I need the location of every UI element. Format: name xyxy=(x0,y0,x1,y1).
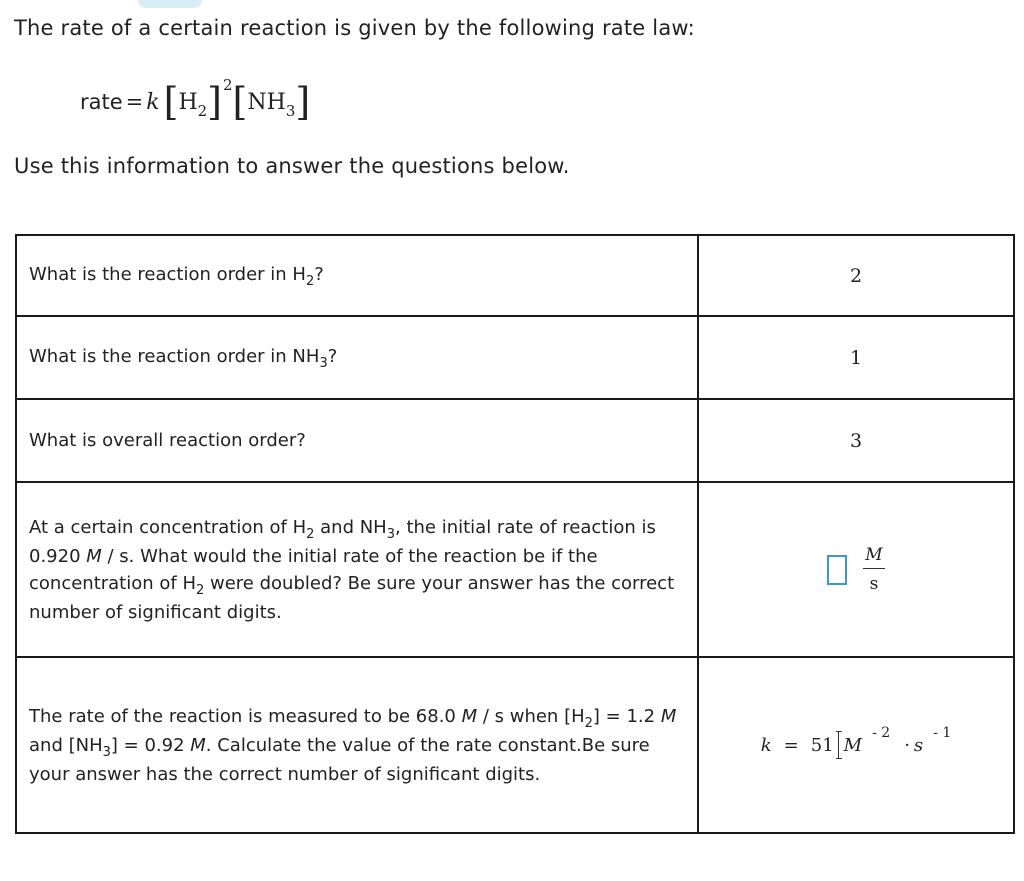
k-label: k xyxy=(760,734,772,756)
top-tab-hint xyxy=(138,0,202,8)
answer-value[interactable]: 1 xyxy=(849,346,863,369)
question-text: / s. What would the initial rate of the reaction be if the concentration of H xyxy=(29,545,598,594)
intro-text: The rate of a certain reaction is given by the following rate law: xyxy=(14,16,695,40)
question-text: What is the reaction order in H xyxy=(29,264,306,285)
question-text: . Calculate the value of the rate constant.Be sure your answer has the correct number of significant digits. xyxy=(29,734,650,785)
rate-unit-fraction xyxy=(863,545,885,594)
open-bracket: [ xyxy=(163,80,179,124)
unit-denominator: s xyxy=(869,574,879,594)
subscript: 2 xyxy=(305,274,315,289)
answer-value[interactable]: 3 xyxy=(849,429,863,452)
k-unit-seconds-exponent: - 1 xyxy=(933,725,952,741)
table-row xyxy=(16,482,1014,657)
question-cell xyxy=(16,482,698,657)
answer-cell xyxy=(698,482,1014,657)
unit-molar: M xyxy=(190,734,206,756)
table-row xyxy=(16,235,1014,316)
question-text: and [NH xyxy=(29,734,103,756)
nh3-subscript: 3 xyxy=(285,102,296,120)
table-row xyxy=(16,399,1014,482)
rate-word: rate xyxy=(80,90,123,114)
k-equals: = xyxy=(783,734,799,756)
question-text: The rate of the reaction is measured to be 68.0 xyxy=(29,705,462,727)
k-unit-molar-exponent: - 2 xyxy=(872,725,891,741)
subscript: 2 xyxy=(306,526,315,542)
table-row xyxy=(16,657,1014,833)
multiply-dot: · xyxy=(904,734,910,756)
rate-constant-k: k xyxy=(146,89,160,115)
question-text: ] = 1.2 xyxy=(592,705,661,727)
questions-table xyxy=(15,234,1015,834)
close-bracket-2: ] xyxy=(295,80,311,124)
question-text: and NH xyxy=(314,516,387,538)
question-text: / s when [H xyxy=(477,705,585,727)
rate-equals: = xyxy=(125,90,144,114)
rate-answer-input[interactable] xyxy=(827,555,847,585)
table-row xyxy=(16,316,1014,399)
answer-cell[interactable] xyxy=(698,399,1014,482)
h2-symbol: H xyxy=(178,89,198,115)
subscript: 2 xyxy=(584,715,593,731)
answer-value[interactable]: 2 xyxy=(849,264,863,287)
question-text-end: ? xyxy=(327,346,338,367)
question-text: What is overall reaction order? xyxy=(29,430,306,451)
question-text: were doubled? Be sure your answer has the correct number of significant digits. xyxy=(29,572,675,623)
subscript: 2 xyxy=(196,582,205,598)
nh3-symbol: NH xyxy=(247,89,286,115)
question-text: ] = 0.92 xyxy=(110,734,191,756)
question-cell xyxy=(16,657,698,833)
question-text: , the initial rate of reaction is 0.920 xyxy=(29,516,656,567)
rate-constant-expression xyxy=(760,725,952,759)
subscript: 3 xyxy=(319,356,328,371)
question-cell xyxy=(16,316,698,399)
h2-subscript: 2 xyxy=(197,102,208,120)
question-text-end: ? xyxy=(314,264,324,285)
text-cursor-icon xyxy=(836,731,842,759)
unit-molar: M xyxy=(86,545,102,567)
question-text: What is the reaction order in NH xyxy=(29,346,320,367)
k-unit-seconds: s xyxy=(913,734,924,756)
answer-cell xyxy=(698,657,1014,833)
close-bracket: ] xyxy=(207,80,222,124)
k-unit-molar: M xyxy=(843,734,863,756)
rate-law-equation xyxy=(80,78,310,126)
unit-molar: M xyxy=(461,705,478,727)
question-cell xyxy=(16,235,698,316)
instructions-text: Use this information to answer the questions below. xyxy=(14,154,570,178)
open-bracket-2: [ xyxy=(232,80,248,124)
answer-cell[interactable] xyxy=(698,316,1014,399)
answer-cell[interactable] xyxy=(698,235,1014,316)
k-value-input[interactable]: 51 xyxy=(810,734,834,756)
question-cell xyxy=(16,399,698,482)
unit-numerator: M xyxy=(865,545,883,565)
subscript: 3 xyxy=(386,526,395,542)
subscript: 3 xyxy=(102,744,111,760)
question-text: At a certain concentration of H xyxy=(29,516,307,538)
unit-molar: M xyxy=(660,705,677,727)
h2-exponent: 2 xyxy=(223,76,233,94)
